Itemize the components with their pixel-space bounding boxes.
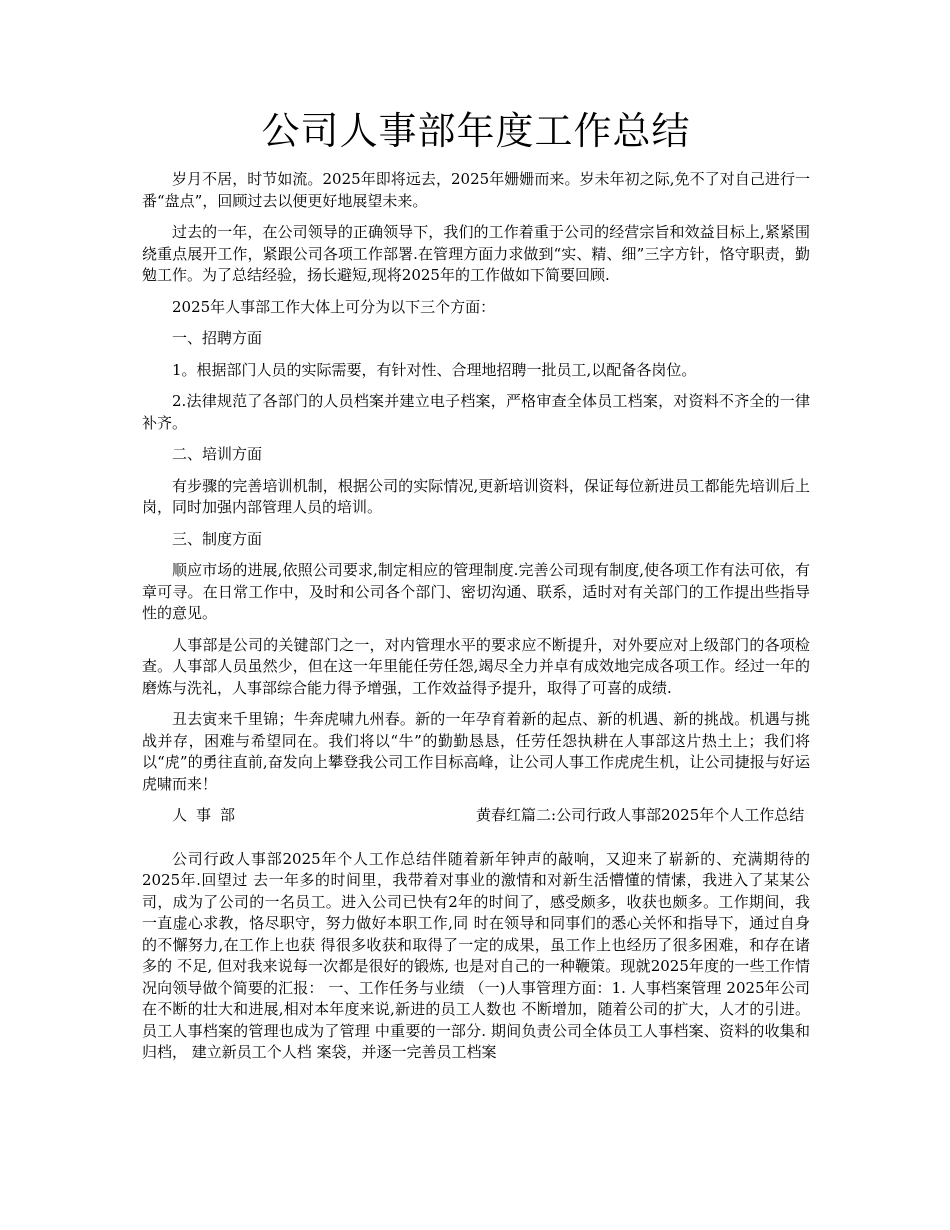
training-paragraph: 有步骤的完善培训机制，根据公司的实际情况,更新培训资料，保证每位新进员工都能先培训后上岗，同时加强内部管理人员的培训。 xyxy=(142,476,810,516)
overview-paragraph: 2025年人事部工作大体上可分为以下三个方面： xyxy=(172,297,496,316)
department-paragraph: 人事部是公司的关键部门之一，对内管理水平的要求应不断提升，对外要应对上级部门的各项检查。人事部人员虽然少，但在这一年里能任劳任怨,竭尽全力并卓有成效地完成各项工作。经过一年的磨炼与洗礼，人事部综合能力得予增强，工作效益得予提升，取得了可喜的成绩. xyxy=(142,635,810,697)
system-paragraph: 顺应市场的进展,依照公司要求,制定相应的管理制度.完善公司现有制度,使各项工作有法可依，有章可寻。在日常工作中，及时和公司各个部门、密切沟通、联系，适时对有关部门的工作提出些指导性的意见。 xyxy=(142,561,810,622)
section-heading-training: 二、培训方面 xyxy=(172,445,263,463)
personal-summary-paragraph: 公司行政人事部2025年个人工作总结伴随着新年钟声的敲响，又迎来了崭新的、充满期待的2025年.回望过 去一年多的时间里，我带着对事业的激情和对新生活懵懂的情愫，我进入了某某公司，成为了公司的一名员工。进入公司已快有2年的时间了，感受颇多，收获也颇多。工作期间，我一直虚心求教，恪尽职守，努力做好本职工作,同 时在领导和同事们的悉心关怀和指导下，通过自身的不懈努力,在工作上也获 得很多收获和取得了一定的成果，虽工作上也经历了很多困难，和存在诸多的 不足, 但对我来说每一次都是很好的锻炼, 也是对自己的一种鞭策。现就2025年度的一些工作情况向领导做个简要的汇报： 一、工作任务与业绩 （一)人事管理方面：1. 人事档案管理 2025年公司在不断的壮大和进展,相对本年度来说,新进的员工人数也 不断增加，随着公司的扩大，人才的引进。员工人事档案的管理也成为了管理 中重要的一部分. 期间负责公司全体员工人事档案、资料的收集和归档， 建立新员工个人档 案袋，并逐一完善员工档案 xyxy=(142,849,810,1061)
recruitment-item-2: 2.法律规范了各部门的人员档案并建立电子档案，严格审查全体员工档案，对资料不齐全的一律补齐。 xyxy=(142,392,810,432)
document-title: 公司人事部年度工作总结 xyxy=(261,109,691,153)
signature: 人事部 xyxy=(172,806,245,824)
section-heading-system: 三、制度方面 xyxy=(172,529,263,548)
recruitment-item-1: 1。根据部门人员的实际需要，有针对性、合理地招聘一批员工,以配备各岗位。 xyxy=(172,360,697,379)
intro-paragraph: 岁月不居，时节如流。2025年即将远去，2025年姗姗而来。岁未年初之际,免不了对自己进行一番“盘点”，回顾过去以便更好地展望未来。 xyxy=(142,170,810,210)
next-article-heading: 黄春红篇二:公司行政人事部2025年个人工作总结 xyxy=(476,806,805,824)
document-page xyxy=(142,0,810,1064)
new-year-paragraph: 丑去寅来千里锦；牛奔虎啸九州春。新的一年孕育着新的起点、新的机遇、新的挑战。机遇与挑战并存，困难与希望同在。我们将以“牛”的勤勤恳恳，任劳任怨执耕在人事部这片热土上；我们将以“虎”的勇往直前,奋发向上攀登我公司工作目标高峰，让公司人事工作虎虎生机，让公司捷报与好运虎啸而来！ xyxy=(142,710,810,793)
review-paragraph: 过去的一年，在公司领导的正确领导下，我们的工作着重于公司的经营宗旨和效益目标上,紧紧围绕重点展开工作，紧跟公司各项工作部署.在管理方面力求做到“实、精、细”三字方针，恪守职责，勤勉工作。为了总结经验，扬长避短,现将2025年的工作做如下简要回顾. xyxy=(142,223,810,284)
section-heading-recruitment: 一、招聘方面 xyxy=(172,329,263,347)
signature-line xyxy=(142,805,810,827)
